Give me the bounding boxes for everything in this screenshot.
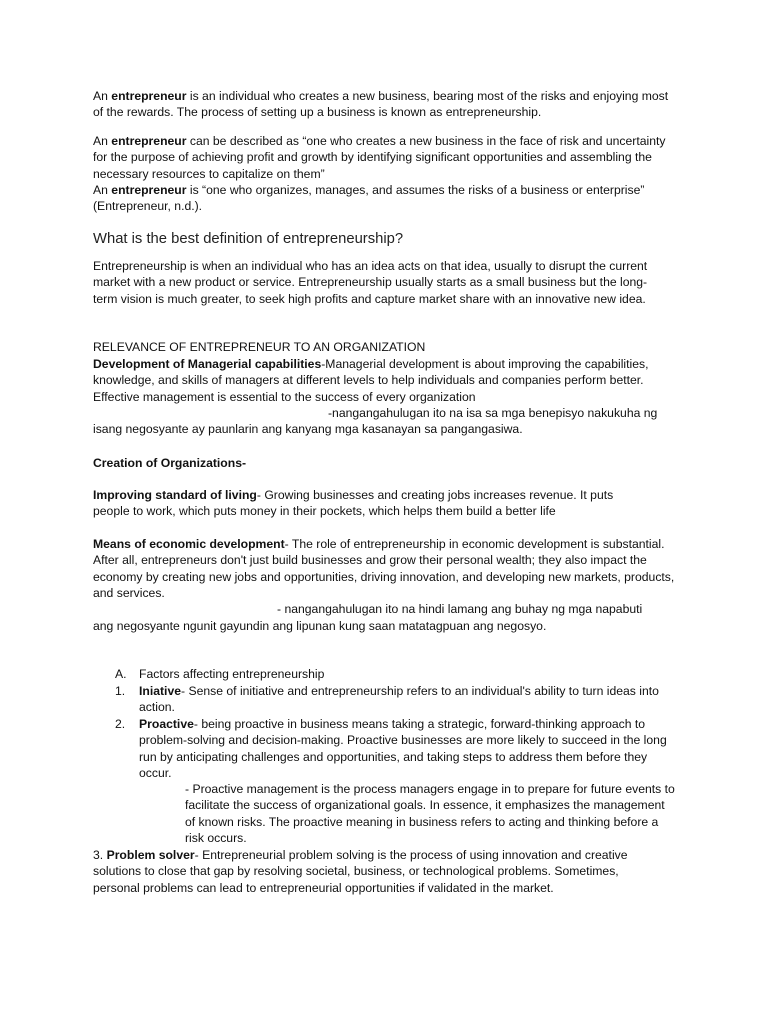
- text: - being proactive in business means taking a strategic, forward-thinking approach to problem-solving and decision-making. Proactive businesses are more likely to succeed in the long run by anticipating challenges and opportunities, and taking steps to address them before they occur.: [139, 717, 667, 781]
- term-economic-development: Means of economic development: [93, 537, 285, 551]
- term-entrepreneur: entrepreneur: [111, 183, 187, 197]
- text: - Entrepreneurial problem solving is the process of using innovation and creative solutions to close that gap by resolving societal, business, or technological problems. Sometimes, personal problems can lead to entrepreneurial opportunities if validated in the market.: [93, 848, 628, 895]
- text: is “one who organizes, manages, and assumes the risks of a business or enterprise” (Entrepreneur, n.d.).: [93, 183, 645, 214]
- tagalog-note-1b: isang negosyante ay paunlarin ang kanyang mga kasanayan sa pangangasiwa.: [93, 422, 523, 436]
- relevance-title: RELEVANCE OF ENTREPRENEUR TO AN ORGANIZATION: [93, 340, 426, 354]
- creation-of-organizations: [93, 455, 683, 471]
- list-marker-2: 2.: [115, 717, 126, 731]
- term-initiative: Iniative: [139, 684, 181, 698]
- text: An: [93, 89, 112, 103]
- list-marker-1: 1.: [115, 684, 126, 698]
- term-entrepreneur: entrepreneur: [111, 89, 187, 103]
- paragraph-economic-development: [93, 536, 678, 602]
- list-marker-3: 3.: [93, 848, 104, 862]
- text: is an individual who creates a new business, bearing most of the risks and enjoying most of the rewards. The process of setting up a business is known as entrepreneurship.: [93, 89, 669, 120]
- paragraph-entrepreneurship: Entrepreneurship is when an individual who has an idea acts on that idea, usually to disrupt the current market with a new product or service. Entrepreneurship usually starts as a small business but the long-term vision is much greater, to seek high profits and capture market share with an innovative new idea.: [93, 259, 648, 306]
- text: - The role of entrepreneurship in economic development is substantial. After all, entrepreneurs don't just build businesses and grow their personal wealth; they also impact the economy by creating new jobs and opportunities, driving innovation, and developing new markets, products, and services.: [93, 537, 675, 601]
- factors-title: Factors affecting entrepreneurship: [139, 667, 325, 681]
- term-managerial-capabilities: Development of Managerial capabilities: [93, 357, 322, 371]
- term-problem-solver: Problem solver: [106, 848, 195, 862]
- list-marker-a: A.: [115, 667, 127, 681]
- factor-proactive: [139, 716, 669, 782]
- text: - Sense of initiative and entrepreneurship refers to an individual's ability to turn ideas into action.: [139, 684, 659, 715]
- factor-problem-solver: [93, 847, 663, 896]
- term-creation: Creation of Organizations-: [93, 456, 247, 470]
- tagalog-note-2a: - nangangahulugan ito na hindi lamang ang buhay ng mga napabuti: [277, 602, 643, 616]
- text: An: [93, 183, 112, 197]
- paragraph-entrepreneur-definition-3: [93, 182, 688, 215]
- text: An: [93, 134, 112, 148]
- text: -Managerial development is about improving the capabilities, knowledge, and skills of managers at different levels to help individuals and companies perform better. Effective management is essential to the success of every organization: [93, 357, 649, 404]
- term-standard-of-living: Improving standard of living: [93, 488, 257, 502]
- term-proactive: Proactive: [139, 717, 194, 731]
- factor-initiative: [139, 683, 659, 716]
- text: can be described as “one who creates a new business in the face of risk and uncertainty for the purpose of achieving profit and growth by identifying significant opportunities and assembling the necessary resources to capitalize on them”: [93, 134, 666, 181]
- term-entrepreneur: entrepreneur: [111, 134, 187, 148]
- paragraph-entrepreneur-definition-2: [93, 133, 668, 182]
- tagalog-note-1a: -nangangahulugan ito na isa sa mga benepisyo nakukuha ng: [328, 406, 658, 420]
- paragraph-managerial-development: [93, 356, 673, 405]
- paragraph-entrepreneur-definition-1: [93, 88, 678, 121]
- tagalog-note-2b: ang negosyante ngunit gayundin ang lipunan kung saan matatagpuan ang negosyo.: [93, 619, 547, 633]
- section-heading: What is the best definition of entrepreneurship?: [93, 231, 404, 247]
- proactive-sub-note: - Proactive management is the process managers engage in to prepare for future events to facilitate the success of organizational goals. In essence, it emphasizes the management of known risks. The proactive meaning in business refers to acting and thinking before a risk occurs.: [185, 782, 675, 846]
- text: - Growing businesses and creating jobs increases revenue. It puts people to work, which puts money in their pockets, which helps them build a better life: [93, 488, 614, 519]
- paragraph-standard-of-living: [93, 487, 653, 520]
